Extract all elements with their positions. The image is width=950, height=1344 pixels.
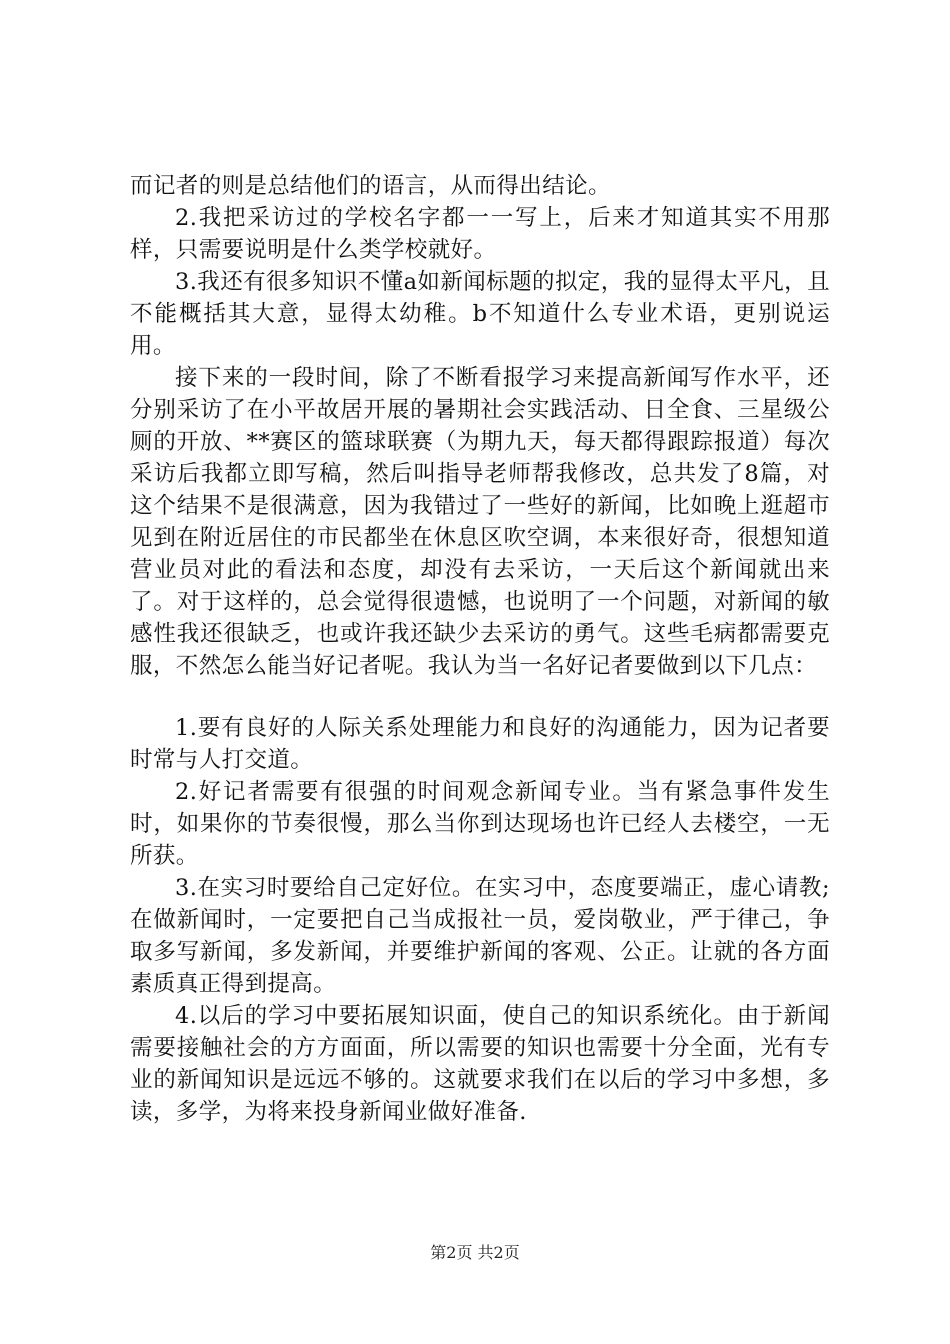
paragraph-point-2: 2.好记者需要有很强的时间观念新闻专业。当有紧急事件发生时，如果你的节奏很慢，那么当你到达现场也许已经人去楼空，一无所获。 (130, 779, 830, 869)
paragraph-point-4: 4.以后的学习中要拓展知识面，使自己的知识系统化。由于新闻需要接触社会的方方面面，所以需要的知识也需要十分全面，光有专业的新闻知识是远远不够的。这就要求我们在以后的学习中多想，多读，多学，为将来投身新闻业做好准备. (130, 1003, 830, 1125)
paragraph-point-3: 3.在实习时要给自己定好位。在实习中，态度要端正，虚心请教;在做新闻时，一定要把自己当成报社一员，爱岗敬业，严于律己，争取多写新闻，多发新闻，并要维护新闻的客观、公正。让就的各方面素质真正得到提高。 (130, 875, 830, 997)
page-number-footer: 第2页 共2页 (430, 1243, 520, 1262)
paragraph-item-2-school-names: 2.我把采访过的学校名字都一一写上，后来才知道其实不用那样，只需要说明是什么类学校就好。 (130, 205, 830, 263)
paragraph-point-1: 1.要有良好的人际关系处理能力和良好的沟通能力，因为记者要时常与人打交道。 (130, 715, 830, 773)
paragraph-next-period: 接下来的一段时间，除了不断看报学习来提高新闻写作水平，还分别采访了在小平故居开展的暑期社会实践活动、日全食、三星级公厕的开放、**赛区的篮球联赛（为期九天，每天都得跟踪报道）每次采访后我都立即写稿，然后叫指导老师帮我修改，总共发了8篇，对这个结果不是很满意，因为我错过了一些好的新闻，比如晚上逛超市见到在附近居住的市民都坐在休息区吹空调，本来很好奇，很想知道营业员对此的看法和态度，却没有去采访，一天后这个新闻就出来了。对于这样的，总会觉得很遗憾，也说明了一个问题，对新闻的敏感性我还很缺乏，也或许我还缺少去采访的勇气。这些毛病都需要克服，不然怎么能当好记者呢。我认为当一名好记者要做到以下几点： (130, 365, 830, 679)
paragraph-spacer (130, 682, 830, 712)
paragraph-continuation: 而记者的则是总结他们的语言，从而得出结论。 (130, 173, 611, 199)
paragraph-item-3-knowledge: 3.我还有很多知识不懂a如新闻标题的拟定，我的显得太平凡，且不能概括其大意，显得太幼稚。b不知道什么专业术语，更别说运用。 (130, 269, 830, 359)
document-body (130, 170, 830, 1128)
